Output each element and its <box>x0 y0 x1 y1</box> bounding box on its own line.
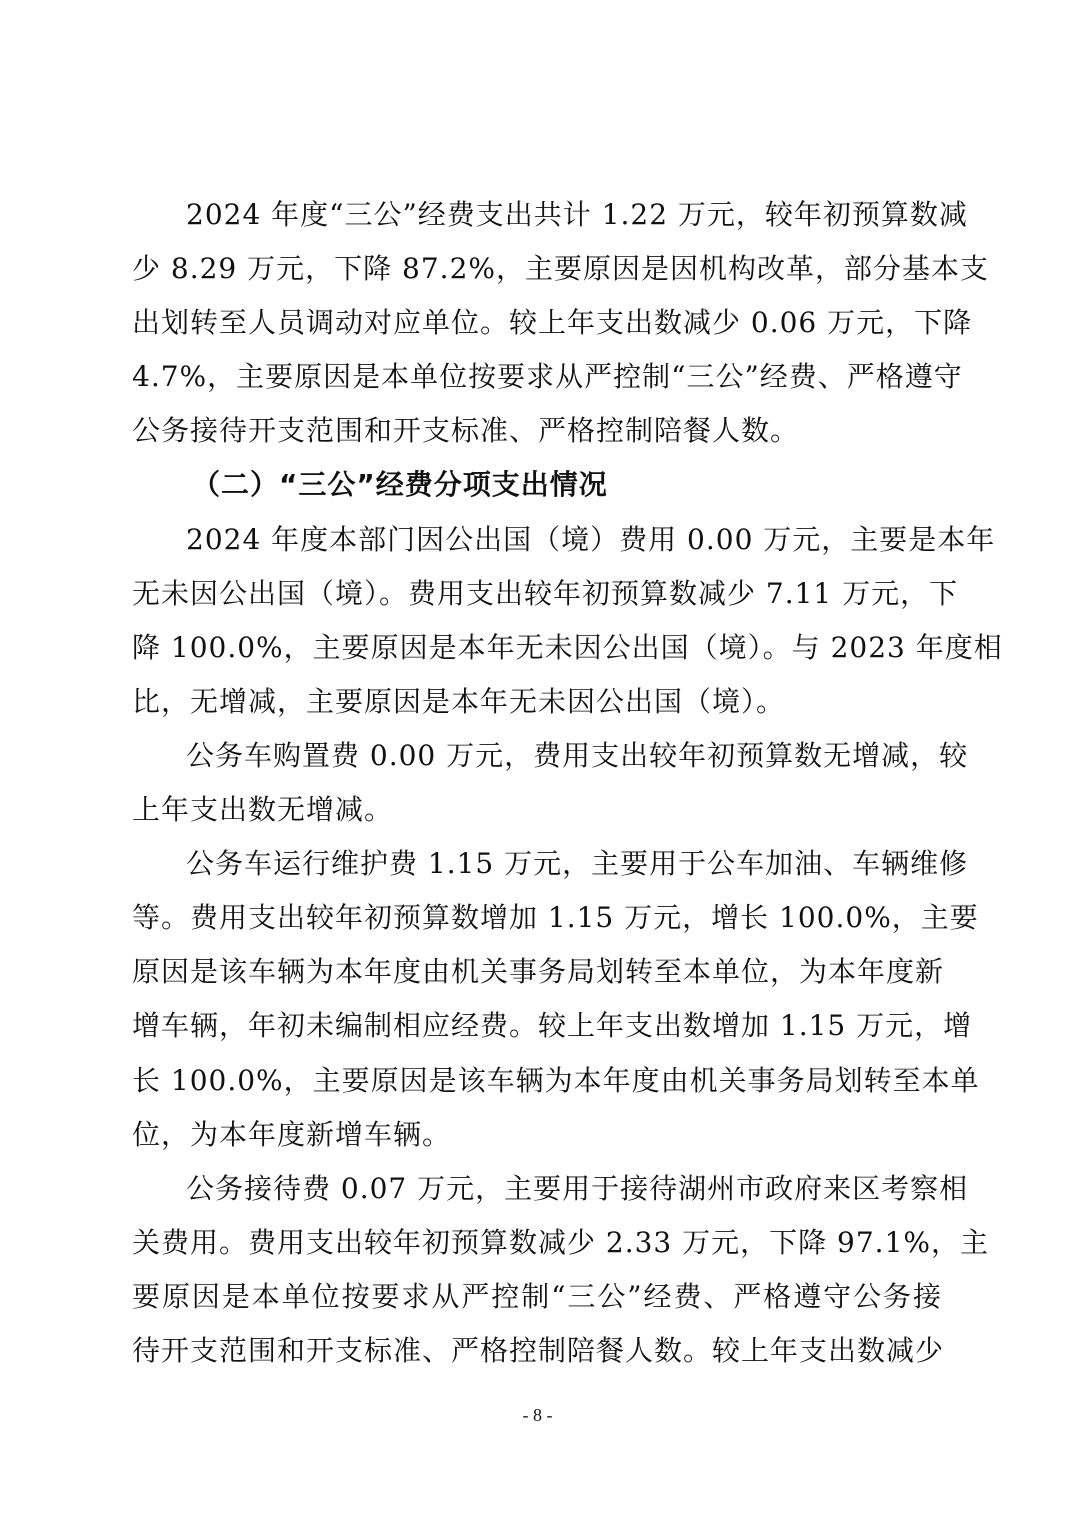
text-line: 公务车运行维护费 1.15 万元，主要用于公车加油、车辆维修 <box>186 847 969 881</box>
text-line: 等。费用支出较年初预算数增加 1.15 万元，增长 100.0%，主要 <box>132 901 979 935</box>
text-line: 公务接待开支范围和开支标准、严格控制陪餐人数。 <box>132 414 800 448</box>
text-line: 公务车购置费 0.00 万元，费用支出较年初预算数无增减，较 <box>186 738 969 772</box>
text-line: 无未因公出国（境）。费用支出较年初预算数减少 7.11 万元，下 <box>132 576 959 610</box>
paragraph <box>132 837 980 1162</box>
paragraph <box>132 188 989 458</box>
text-line: （二）“三公”经费分项支出情况 <box>192 468 608 502</box>
paragraph <box>132 1162 989 1378</box>
section-heading <box>132 458 942 512</box>
text-line: 增车辆，年初未编制相应经费。较上年支出数增加 1.15 万元，增 <box>132 1009 973 1043</box>
text-line: 原因是该车辆为本年度由机关事务局划转至本单位，为本年度新 <box>132 955 945 989</box>
text-line: 公务接待费 0.07 万元，主要用于接待湖州市政府来区考察相 <box>186 1171 969 1205</box>
text-line: 2024 年度“三公”经费支出共计 1.22 万元，较年初预算数减 <box>186 198 968 231</box>
paragraph <box>132 513 1003 729</box>
text-line: 出划转至人员调动对应单位。较上年支出数减少 0.06 万元，下降 <box>132 306 973 340</box>
text-line: 降 100.0%，主要原因是本年无未因公出国（境）。与 2023 年度相 <box>132 630 1003 664</box>
text-line: 位，为本年度新增车辆。 <box>132 1117 452 1151</box>
text-line: 上年支出数无增减。 <box>132 793 394 827</box>
text-line: 比，无增减，主要原因是本年无未因公出国（境）。 <box>132 684 786 718</box>
paragraph <box>132 729 969 837</box>
text-line: 少 8.29 万元，下降 87.2%，主要原因是因机构改革，部分基本支 <box>132 252 989 286</box>
page-number: - 8 - <box>522 1405 553 1425</box>
text-line: 待开支范围和开支标准、严格控制陪餐人数。较上年支出数减少 <box>132 1333 945 1367</box>
text-line: 要原因是本单位按要求从严控制“三公”经费、严格遵守公务接 <box>132 1279 942 1313</box>
text-line: 4.7%，主要原因是本单位按要求从严控制“三公”经费、严格遵守 <box>132 360 963 394</box>
document-body <box>132 188 1003 1378</box>
text-line: 长 100.0%，主要原因是该车辆为本年度由机关事务局划转至本单 <box>132 1063 980 1097</box>
text-line: 关费用。费用支出较年初预算数减少 2.33 万元，下降 97.1%，主 <box>132 1225 989 1259</box>
text-line: 2024 年度本部门因公出国（境）费用 0.00 万元，主要是本年 <box>186 522 996 556</box>
